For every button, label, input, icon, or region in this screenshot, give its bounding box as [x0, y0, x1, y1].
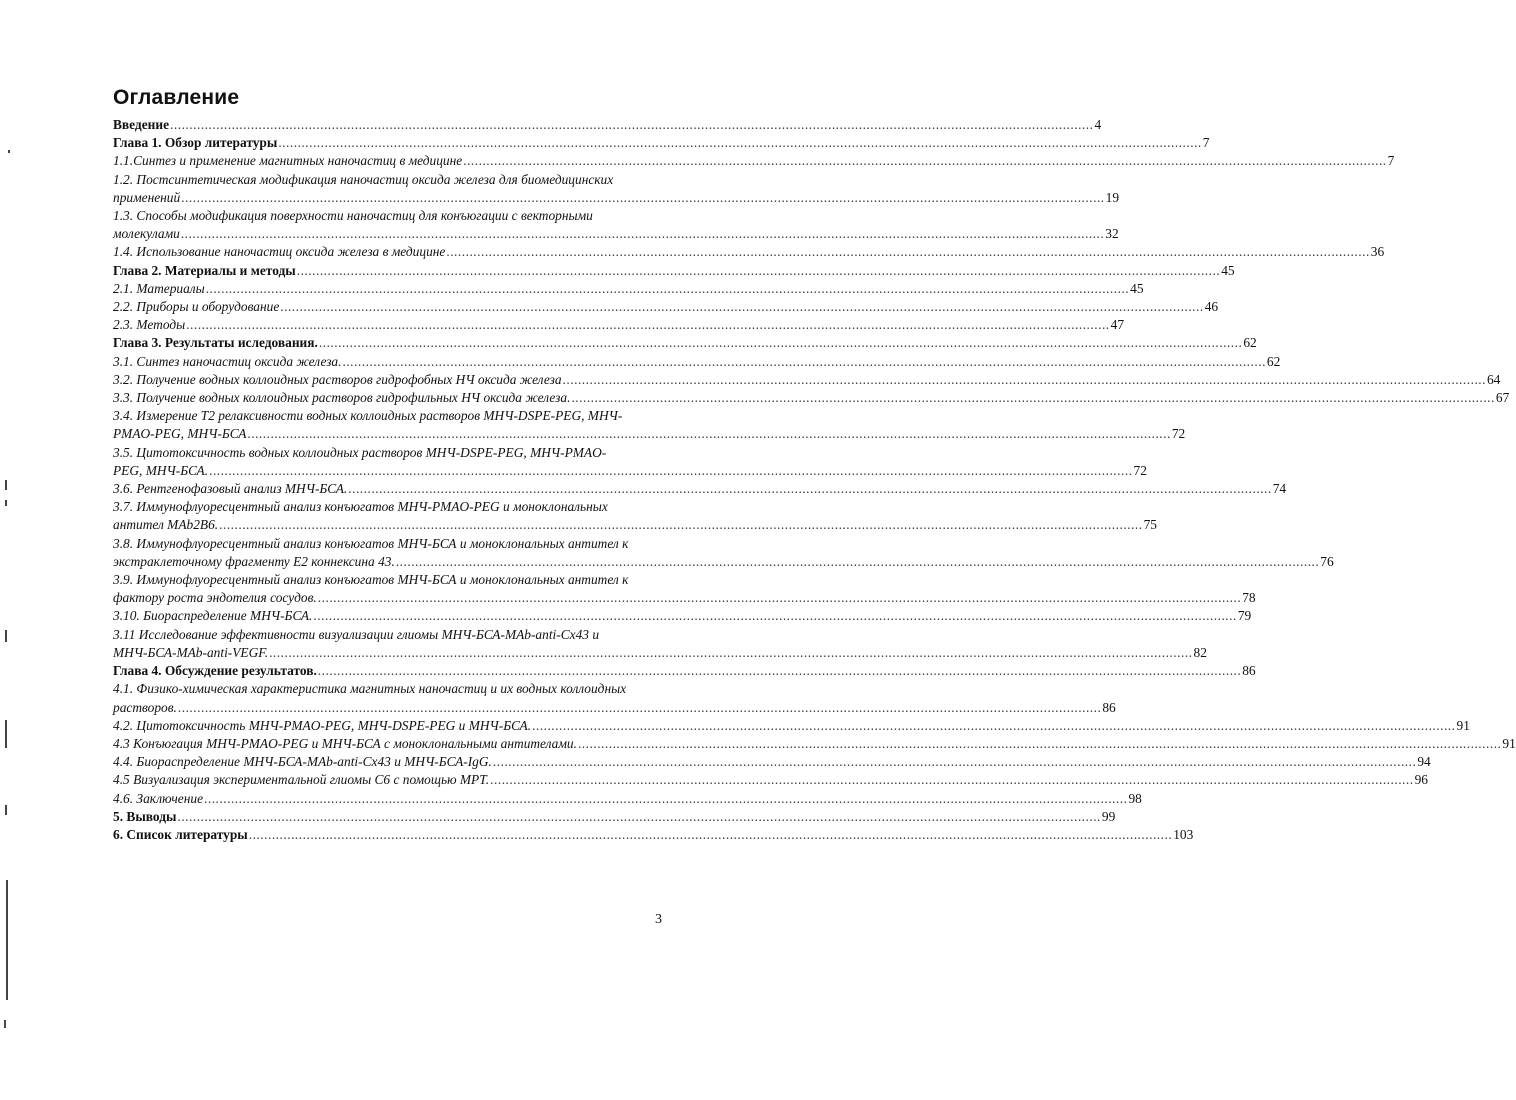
toc-entry-title: молекулами	[113, 226, 180, 242]
toc-entry	[113, 134, 1210, 152]
dot-leader	[563, 371, 1486, 389]
toc-entry	[113, 280, 1144, 298]
toc-entry-title: 3.10. Биораспределение МНЧ-БСА.	[113, 608, 313, 624]
dot-leader	[181, 225, 1104, 243]
toc-entry	[113, 680, 1116, 716]
dot-leader	[348, 480, 1271, 498]
toc-entry-title-line: 3.7. Иммунофлуоресцентный анализ конъюгатов МНЧ-PMAO-PEG и моноклональных	[113, 499, 608, 515]
toc-entry	[113, 662, 1256, 680]
dot-leader	[318, 662, 1241, 680]
toc-entry-page: 64	[1486, 371, 1501, 387]
dot-leader	[219, 516, 1142, 534]
toc-entry-page: 67	[1495, 390, 1510, 406]
toc-entry-page: 74	[1272, 481, 1287, 497]
toc-entry	[113, 371, 1501, 389]
toc-entry-title: Глава 1. Обзор литературы	[113, 135, 278, 151]
toc-entry-page: 19	[1105, 189, 1120, 205]
toc-entry-page: 46	[1204, 299, 1219, 315]
toc-entry-page: 75	[1143, 517, 1157, 533]
toc-entry	[113, 626, 1207, 662]
toc-entry-title: PEG, МНЧ-БСА.	[113, 462, 209, 478]
toc-entry-title: 4.6. Заключение	[113, 790, 204, 806]
toc-entry-page: 45	[1221, 262, 1235, 278]
toc-entry	[113, 498, 1157, 534]
toc-entry-page: 99	[1101, 808, 1116, 824]
toc-entry	[113, 207, 1119, 243]
toc-entry	[113, 152, 1395, 170]
toc-entry-title: 2.1. Материалы	[113, 280, 205, 296]
toc-entry-page: 91	[1456, 717, 1470, 733]
toc-entry-title-line: 1.2. Постсинтетическая модификация наночастиц оксида железа для биомедицинских	[113, 171, 614, 187]
toc-entry-title: 4.5 Визуализация экспериментальной глиомы С6 с помощью МРТ.	[113, 772, 490, 788]
toc-entry-title: 3.1. Синтез наночастиц оксида железа.	[113, 353, 342, 369]
toc-entry-title: 6. Список литературы	[113, 826, 248, 842]
dot-leader	[463, 152, 1386, 170]
dot-leader	[206, 280, 1129, 298]
toc-entry	[113, 790, 1142, 808]
toc-entry-page: 62	[1266, 353, 1281, 369]
toc-entry-title: применений	[113, 189, 181, 205]
toc-entry-page: 91	[1502, 735, 1516, 751]
dot-leader	[170, 116, 1093, 134]
dot-leader	[177, 808, 1100, 826]
toc-entry-page: 94	[1417, 754, 1431, 770]
toc-entry	[113, 753, 1431, 771]
toc-entry-page: 62	[1243, 335, 1257, 351]
dot-leader	[396, 553, 1319, 571]
toc-entry	[113, 808, 1116, 826]
toc-entry	[113, 717, 1470, 735]
toc-entry-page: 7	[1387, 153, 1395, 169]
dot-leader	[319, 334, 1242, 352]
toc-entry-title: растворов.	[113, 699, 177, 715]
dot-leader	[247, 425, 1170, 443]
toc-entry-title: 4.2. Цитотоксичность МНЧ-PMAO-PEG, МНЧ-DSPE-PEG и МНЧ-БСА.	[113, 717, 532, 733]
toc-entry-page: 86	[1102, 699, 1116, 715]
toc-entry	[113, 826, 1194, 844]
toc-entry-page: 4	[1094, 117, 1102, 132]
dot-leader	[313, 607, 1236, 625]
toc-entry-title: 3.2. Получение водных коллоидных растворов гидрофобных НЧ оксида железа	[113, 371, 562, 387]
toc-entry-title: МНЧ-БСА-MAb-anti-VEGF.	[113, 644, 269, 660]
toc-entry-page: 82	[1193, 644, 1207, 660]
toc-entry-page: 47	[1110, 317, 1125, 333]
toc-entry-title: 3.3. Получение водных коллоидных растворов гидрофильных НЧ оксида железа.	[113, 390, 571, 406]
toc-entry-page: 76	[1320, 553, 1334, 569]
toc-entry-page: 45	[1130, 280, 1144, 296]
dot-leader	[493, 753, 1416, 771]
table-of-contents	[113, 116, 1516, 844]
toc-entry-title: 4.4. Биораспределение МНЧ-БСА-MAb-anti-Cx43 и МНЧ-БСА-IgG.	[113, 754, 492, 770]
toc-entry-title: экстраклеточному фрагменту Е2 коннексина 43.	[113, 553, 395, 569]
toc-entry-title: 3.6. Рентгенофазовый анализ МНЧ-БСА.	[113, 481, 348, 497]
toc-entry-title: 1.1.Синтез и применение магнитных наночастиц в медицине	[113, 153, 463, 169]
toc-entry-title: 2.3. Методы	[113, 317, 186, 333]
toc-entry	[113, 116, 1102, 134]
page-number: 3	[655, 912, 662, 927]
toc-entry	[113, 243, 1385, 261]
toc-entry-page: 7	[1202, 135, 1210, 151]
toc-entry	[113, 389, 1510, 407]
dot-leader	[178, 699, 1101, 717]
dot-leader	[297, 262, 1220, 280]
toc-entry-title: 4.3 Конъюгация МНЧ-PMAO-PEG и МНЧ-БСА с моноклональными антителами.	[113, 735, 577, 751]
toc-entry-page: 79	[1237, 608, 1252, 624]
toc-entry-title: Введение	[113, 117, 170, 132]
toc-entry-title: Глава 4. Обсуждение результатов.	[113, 663, 317, 679]
toc-entry	[113, 771, 1428, 789]
toc-entry	[113, 571, 1256, 607]
dot-leader	[249, 826, 1172, 844]
dot-leader	[181, 189, 1104, 207]
toc-entry-title: антител MAb2B6.	[113, 517, 219, 533]
dot-leader	[318, 589, 1241, 607]
toc-entry-title: PMAO-PEG, МНЧ-БСА	[113, 426, 247, 442]
dot-leader	[578, 735, 1501, 753]
toc-entry-title: фактору роста эндотелия сосудов.	[113, 590, 317, 606]
dot-leader	[209, 462, 1132, 480]
dot-leader	[532, 717, 1455, 735]
toc-entry	[113, 298, 1219, 316]
toc-entry-page: 32	[1105, 226, 1119, 242]
toc-entry	[113, 444, 1147, 480]
toc-entry-title: Глава 3. Результаты иследования.	[113, 335, 318, 351]
toc-entry-title-line: 3.4. Измерение Т2 релаксивности водных коллоидных растворов МНЧ-DSPE-PEG, МНЧ-	[113, 408, 623, 424]
toc-entry-title: 1.4. Использование наночастиц оксида железа в медицине	[113, 244, 446, 260]
toc-entry	[113, 607, 1252, 625]
dot-leader	[490, 771, 1413, 789]
toc-entry	[113, 353, 1281, 371]
toc-entry-title: 2.2. Приборы и оборудование	[113, 299, 280, 315]
toc-entry	[113, 407, 1186, 443]
toc-entry-page: 72	[1133, 462, 1147, 478]
toc-entry-page: 78	[1242, 590, 1256, 606]
toc-entry	[113, 480, 1287, 498]
toc-entry-title-line: 3.5. Цитотоксичность водных коллоидных растворов МНЧ-DSPE-PEG, МНЧ-PMAO-	[113, 444, 607, 460]
toc-entry	[113, 535, 1334, 571]
dot-leader	[280, 298, 1203, 316]
dot-leader	[571, 389, 1494, 407]
dot-leader	[278, 134, 1201, 152]
toc-entry-page: 72	[1171, 426, 1186, 442]
toc-entry	[113, 316, 1125, 334]
binding-margin-marks	[0, 0, 40, 1100]
toc-entry-page: 96	[1414, 772, 1428, 788]
toc-entry-page: 98	[1128, 790, 1142, 806]
toc-entry-title: 5. Выводы	[113, 808, 177, 824]
dot-leader	[342, 353, 1265, 371]
toc-entry	[113, 262, 1235, 280]
dot-leader	[269, 644, 1192, 662]
page-title: Оглавление	[113, 86, 240, 109]
toc-entry-title-line: 4.1. Физико-химическая характеристика магнитных наночастиц и их водных коллоидных	[113, 681, 627, 697]
toc-entry-title-line: 3.11 Исследование эффективности визуализации глиомы МНЧ-БСА-MAb-anti-Cx43 и	[113, 626, 600, 642]
dot-leader	[204, 790, 1127, 808]
toc-entry	[113, 171, 1120, 207]
dot-leader	[186, 316, 1109, 334]
toc-entry-page: 86	[1242, 663, 1256, 679]
toc-entry-page: 103	[1173, 826, 1194, 842]
toc-entry-title-line: 1.3. Способы модификация поверхности наночастиц для конъюгации с векторными	[113, 208, 593, 224]
toc-entry	[113, 334, 1257, 352]
toc-entry-title-line: 3.8. Иммунофлуоресцентный анализ конъюгатов МНЧ-БСА и моноклональных антител к	[113, 535, 629, 551]
dot-leader	[446, 243, 1369, 261]
toc-entry-page: 36	[1370, 244, 1385, 260]
toc-entry	[113, 735, 1516, 753]
toc-entry-title-line: 3.9. Иммунофлуоресцентный анализ конъюгатов МНЧ-БСА и моноклональных антител к	[113, 572, 629, 588]
toc-entry-title: Глава 2. Материалы и методы	[113, 262, 296, 278]
